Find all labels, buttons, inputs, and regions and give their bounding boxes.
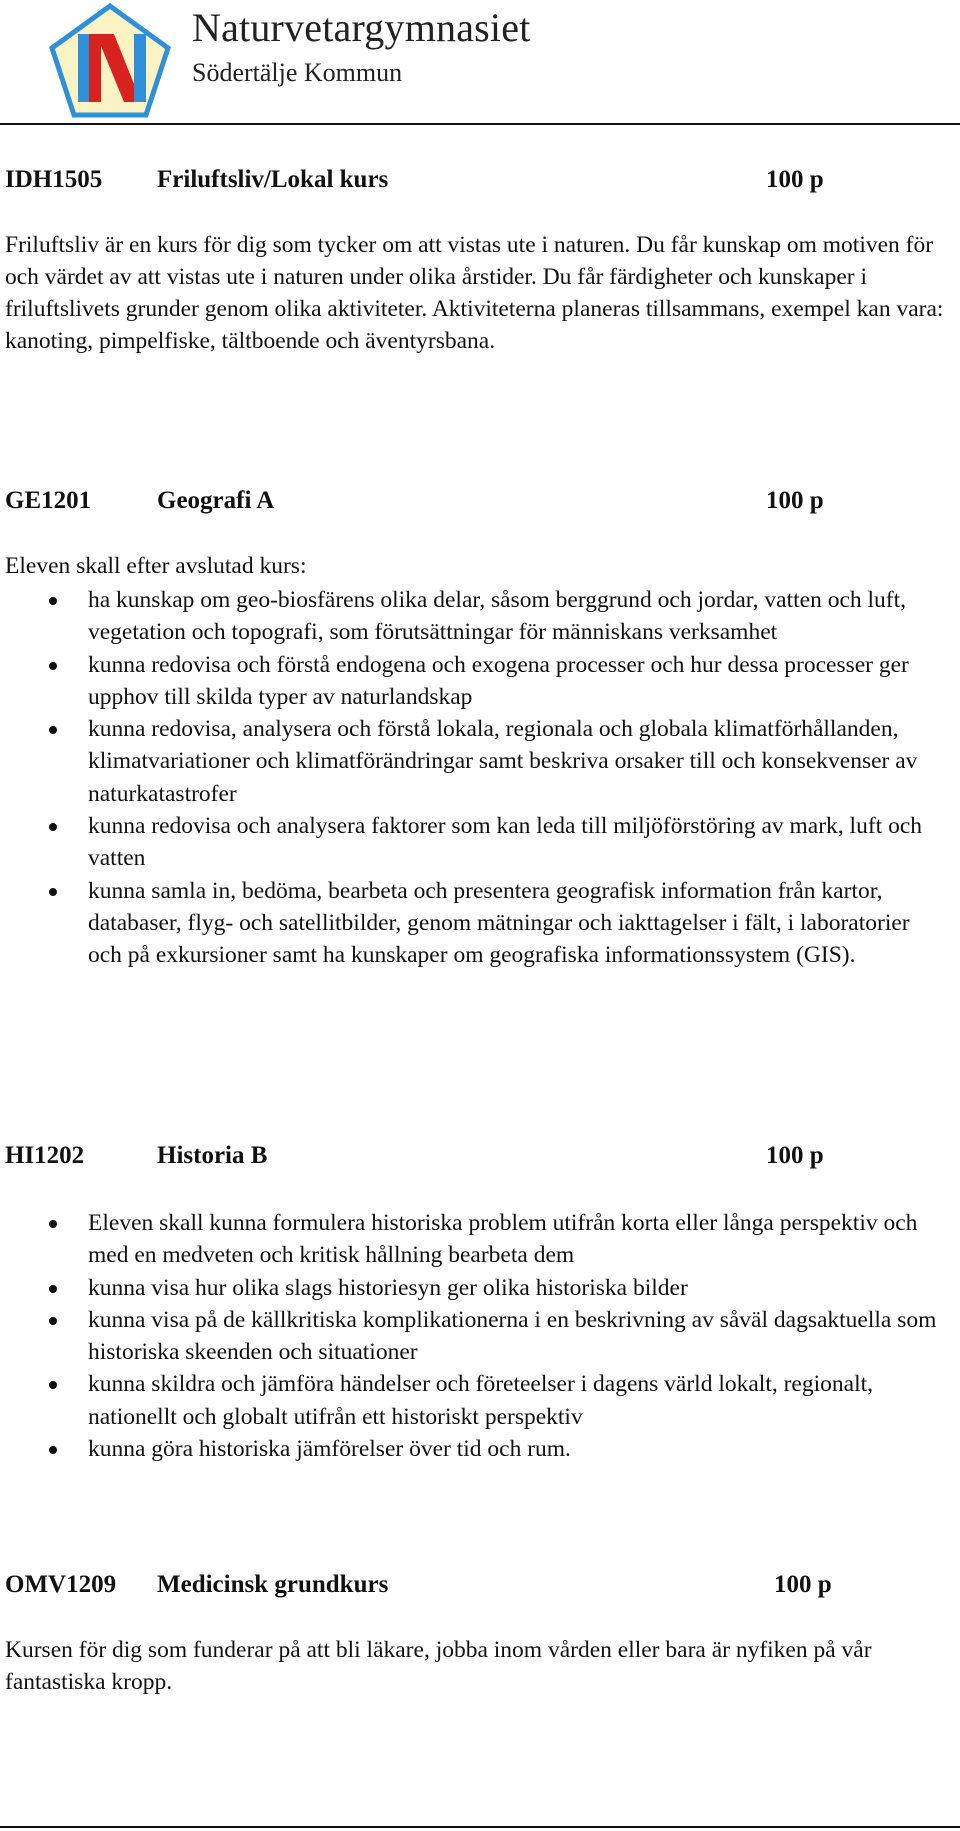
municipality-name: Södertälje Kommun [192, 58, 403, 87]
list-item: kunna redovisa och analysera faktorer som kan leda till miljöförstöring av mark, luft och vatten [0, 810, 948, 875]
list-item: kunna redovisa och förstå endogena och exogena processer och hur dessa processer ger upphov till skilda typer av naturlandskap [0, 649, 948, 714]
course-code: GE1201 [5, 487, 92, 514]
course-title-row [5, 164, 905, 196]
page-header [0, 0, 960, 125]
course-points: 100 p [766, 1142, 824, 1169]
course-title-row [5, 1140, 905, 1172]
header-divider [0, 123, 960, 125]
course-title-row [5, 1569, 905, 1601]
goal-list [0, 584, 960, 972]
course-intro: Eleven skall efter avslutad kurs: [5, 553, 307, 579]
list-item: kunna visa hur olika slags historiesyn ger olika historiska bilder [0, 1272, 948, 1304]
list-item: ha kunskap om geo-biosfärens olika delar, såsom berggrund och jordar, vatten och luft, vegetation och topografi, som förutsättningar för människans verksamhet [0, 584, 948, 649]
list-item: kunna visa på de källkritiska komplikationerna i en beskrivning av såväl dagsaktuella som historiska skeenden och situationer [0, 1304, 948, 1369]
footer-divider [0, 1826, 960, 1828]
course-description: Friluftsliv är en kurs för dig som tycker om att vistas ute i naturen. Du får kunskap om motiven för och värdet av att vistas ute i naturen under olika årstider. Du får färdigheter och kunskaper i friluftslivets grunder genom olika aktiviteter. Aktiviteterna planeras tillsammans, exempel kan vara: kanoting, pimpelfiske, tältboende och äventyrsbana. [5, 232, 944, 354]
course-name: Historia B [157, 1142, 268, 1169]
course-code: IDH1505 [5, 166, 103, 193]
course-name: Medicinsk grundkurs [157, 1571, 389, 1598]
list-item: kunna redovisa, analysera och förstå lokala, regionala och globala klimatförhållanden, klimatvariationer och klimatförändringar samt beskriva orsaker till och konsekvenser av naturkatastrofer [0, 713, 948, 810]
list-item: Eleven skall kunna formulera historiska problem utifrån korta eller långa perspektiv och med en medveten och kritisk hållning bearbeta dem [0, 1207, 948, 1272]
list-item: kunna samla in, bedöma, bearbeta och presentera geografisk information från kartor, databaser, flyg- och satellitbilder, genom mätningar och iakttagelser i fält, i laboratorier och på exkursioner samt ha kunskaper om geografiska informationssystem (GIS). [0, 875, 948, 972]
pentagon-nv-logo-icon [48, 2, 172, 119]
course-points: 100 p [774, 1571, 832, 1598]
list-item: kunna göra historiska jämförelser över tid och rum. [0, 1433, 948, 1465]
course-points: 100 p [766, 487, 824, 514]
course-name: Geografi A [157, 487, 275, 514]
school-name: Naturvetargymnasiet [192, 5, 531, 50]
list-item: kunna skildra och jämföra händelser och företeelser i dagens värld lokalt, regionalt, nationellt och globalt utifrån ett historiskt perspektiv [0, 1368, 948, 1433]
course-code: HI1202 [5, 1142, 85, 1169]
course-name: Friluftsliv/Lokal kurs [157, 166, 389, 193]
course-code: OMV1209 [5, 1571, 117, 1598]
course-description: Kursen för dig som funderar på att bli läkare, jobba inom vården eller bara är nyfiken på vår fantastiska kropp. [5, 1637, 872, 1695]
course-points: 100 p [766, 166, 824, 193]
course-title-row [5, 485, 905, 517]
goal-list [0, 1207, 960, 1465]
